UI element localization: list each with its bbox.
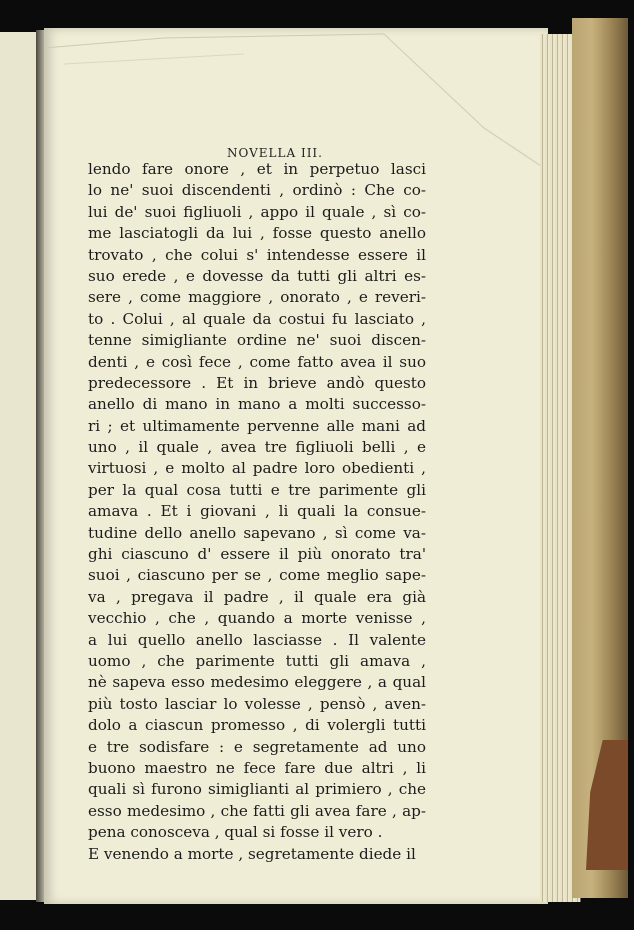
text-line: tenne simigliante ordine ne' suoi discen- — [88, 331, 426, 350]
text-line: lo ne' suoi discendenti , ordinò : Che co- — [88, 181, 426, 200]
text-line: tudine dello anello sapevano , sì come va- — [88, 523, 426, 542]
text-line: buono maestro ne fece fare due altri , li — [88, 758, 426, 777]
text-line: quali sì furono simiglianti al primiero , che — [88, 780, 426, 799]
text-line: nè sapeva esso medesimo eleggere , a qual — [88, 673, 426, 692]
text-line: denti , e così fece , come fatto avea il suo — [88, 352, 426, 371]
text-line: va , pregava il padre , il quale era già — [88, 587, 426, 606]
text-line: dolo a ciascun promesso , di volergli tutti — [88, 716, 426, 735]
text-line: amava . Et i giovani , li quali la consue- — [88, 502, 426, 521]
text-line: suo erede , e dovesse da tutti gli altri es- — [88, 266, 426, 285]
text-line: più tosto lasciar lo volesse , pensò , aven- — [88, 694, 426, 713]
text-line: uno , il quale , avea tre figliuoli belli , e — [88, 438, 426, 457]
text-line: lui de' suoi figliuoli , appo il quale , sì co- — [88, 202, 426, 221]
text-line: trovato , che colui s' intendesse essere il — [88, 245, 426, 264]
text-line: ri ; et ultimamente pervenne alle mani ad — [88, 416, 426, 435]
text-line: me lasciatogli da lui , fosse questo anello — [88, 224, 426, 243]
text-line: anello di mano in mano a molti successo- — [88, 395, 426, 414]
text-line: lendo fare onore , et in perpetuo lasci — [88, 160, 426, 178]
text-line: e tre sodisfare : e segretamente ad uno — [88, 737, 426, 756]
text-line: ghi ciascuno d' essere il più onorato tra' — [88, 545, 426, 564]
running-head: NOVELLA III. — [226, 146, 323, 160]
text-line: pena conosceva , qual si fosse il vero . — [88, 823, 383, 842]
text-line: predecessore . Et in brieve andò questo — [88, 373, 426, 392]
text-line: sere , come maggiore , onorato , e reveri- — [88, 288, 426, 307]
text-line: vecchio , che , quando a morte venisse , — [88, 609, 426, 628]
text-line: to . Colui , al quale da costui fu lasciato , — [88, 309, 426, 328]
text-line: E venendo a morte , segretamente diede il — [88, 844, 416, 863]
text-line: uomo , che parimente tutti gli amava , — [88, 651, 426, 670]
text-line: esso medesimo , che fatti gli avea fare , ap- — [88, 801, 426, 820]
text-line: per la qual cosa tutti e tre parimente gli — [88, 480, 426, 499]
body-text — [88, 159, 426, 865]
text-line: a lui quello anello lasciasse . Il valente — [88, 630, 426, 649]
text-line: suoi , ciascuno per se , come meglio sape- — [88, 566, 426, 585]
text-line: virtuosi , e molto al padre loro obedienti , — [88, 459, 426, 478]
